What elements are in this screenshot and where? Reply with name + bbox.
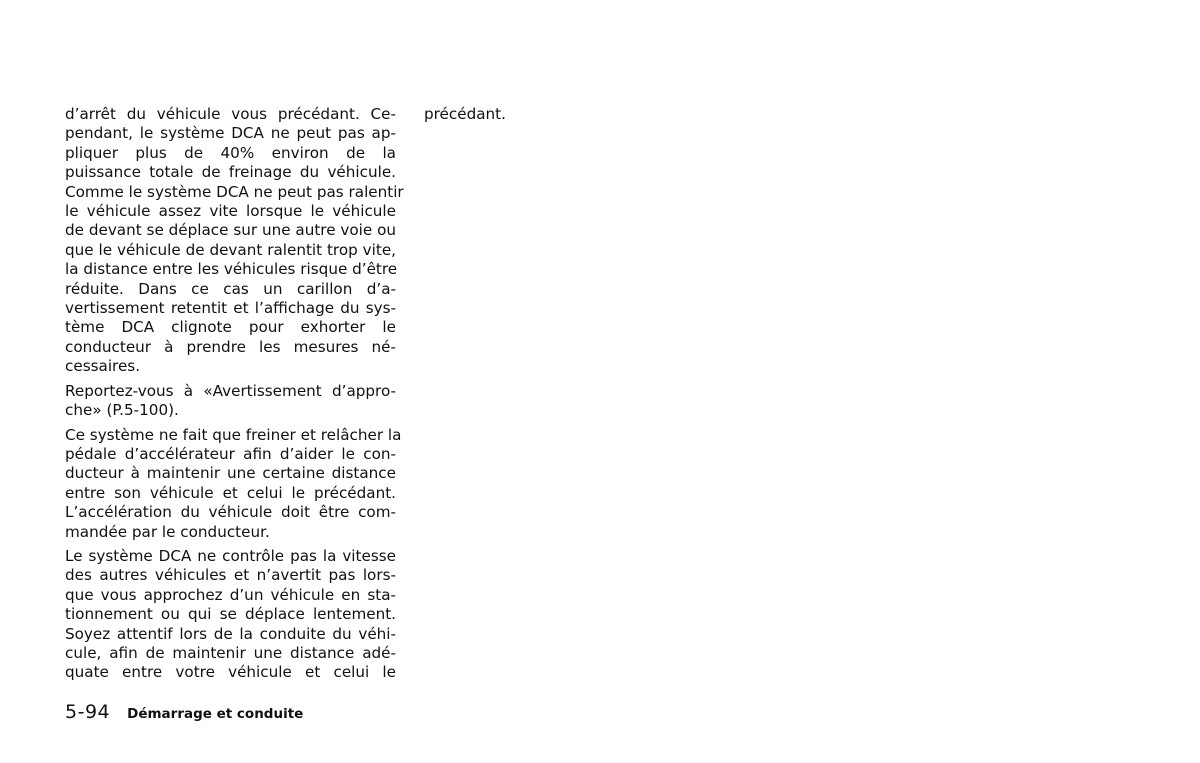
- page-number: 5-94: [65, 701, 111, 723]
- text-line: che» (P.5-100).: [65, 401, 179, 420]
- paragraph-braking-limits: [65, 105, 404, 377]
- text-line: d’arrêt du véhicule vous précédant. Ce-: [65, 105, 396, 123]
- text-line: quate entre votre véhicule et celui le: [65, 663, 396, 682]
- text-line: conducteur à prendre les mesures né-: [65, 337, 396, 356]
- text-line: pendant, le système DCA ne peut pas ap-: [65, 124, 396, 143]
- paragraph-system-function: [65, 425, 402, 542]
- text-line: tionnement ou qui se déplace lentement.: [65, 605, 396, 624]
- left-text-column: [65, 105, 404, 683]
- text-line: de devant se déplace sur une autre voie ou: [65, 221, 396, 240]
- text-line: tème DCA clignote pour exhorter le: [65, 318, 396, 337]
- text-line: Ce système ne fait que freiner et relâcher la: [65, 425, 402, 444]
- text-line: des autres véhicules et n’avertit pas lors-: [65, 566, 396, 585]
- text-line: pédale d’accélérateur afin d’aider le con-: [65, 444, 396, 463]
- text-line: que le véhicule de devant ralentit trop vite,: [65, 240, 396, 259]
- section-title: Démarrage et conduite: [127, 706, 304, 722]
- text-line: L’accélération du véhicule doit être com-: [65, 503, 396, 522]
- text-line: la distance entre les véhicules risque d’être: [65, 260, 398, 279]
- text-line: vertissement retentit et l’affichage du sys-: [65, 299, 396, 318]
- text-line: pliquer plus de 40% environ de la: [65, 143, 396, 162]
- text-line: Comme le système DCA ne peut pas ralentir: [65, 182, 404, 201]
- text-line: le véhicule assez vite lorsque le véhicule: [65, 202, 396, 221]
- text-line: puissance totale de freinage du véhicule.: [65, 163, 396, 182]
- paragraph-speed-warning: [65, 547, 396, 683]
- text-line: Reportez-vous à «Avertissement d’appro-: [65, 381, 396, 400]
- text-line: précédant.: [424, 105, 506, 123]
- text-line: cessaires.: [65, 357, 141, 376]
- text-line: Soyez attentif lors de la conduite du véhi-: [65, 624, 396, 643]
- text-line: cule, afin de maintenir une distance adé-: [65, 643, 396, 662]
- text-line: réduite. Dans ce cas un carillon d’a-: [65, 279, 396, 298]
- text-line: entre son véhicule et celui le précédant.: [65, 483, 396, 502]
- right-text-column: [424, 105, 755, 124]
- text-line: ducteur à maintenir une certaine distance: [65, 464, 396, 483]
- text-line: que vous approchez d’un véhicule en sta-: [65, 585, 396, 604]
- text-line: Le système DCA ne contrôle pas la vitesse: [65, 546, 396, 565]
- page-footer: [65, 701, 303, 723]
- paragraph-cross-reference: [65, 382, 396, 421]
- text-line: mandée par le conducteur.: [65, 522, 270, 541]
